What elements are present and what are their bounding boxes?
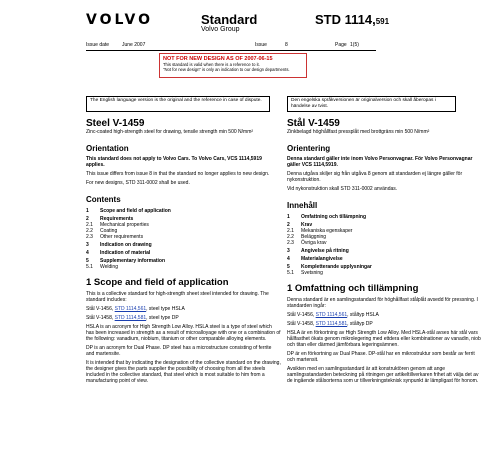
sv-scope-heading: 1 Omfattning och tillämpning [287,283,419,294]
standard-number [315,12,389,27]
toc-item-number: 5.1 [86,264,93,270]
toc-item [287,248,482,254]
toc-item-number: 2.2 [86,228,93,234]
en-orientation-p1: This issue differs from issue 8 in that the standard no longer applies to new design. [86,171,270,177]
toc-item-number: 4 [287,256,290,262]
sv-hsla-paragraph: HSLA är en förkortning av High Strength Low Alloy. Med HSLA-stål avses här stål vars hållfasthet ökats genom mikrolegering med ettdera eller kombinationer av vanadin, niob och titan eller därmed jämförbara legeringsämnen. [287,330,481,348]
sv-title: Stål V-1459 [287,118,340,129]
english-column [86,118,281,384]
toc-item-number: 2.3 [86,234,93,240]
toc-item-number: 4 [86,250,89,256]
toc-item-label: Mekaniska egenskaper [301,228,353,234]
toc-item-number: 3 [86,242,89,248]
toc-item-label: Svetsning [301,270,323,276]
en-scope-heading: 1 Scope and field of application [86,277,229,288]
sv-subtitle: Zinkbelagd höghållfast pressplåt med brottgräns min 500 N/mm² [287,129,430,135]
page-label: Page [335,42,347,48]
swedish-column [287,118,482,384]
en-subtitle: Zinc-coated high-strength steel for drawing, tensile strength min 500 N/mm² [86,129,254,135]
en-contents-heading: Contents [86,195,121,204]
toc-item-number: 5.1 [287,270,294,276]
issue-date: June 2007 [122,42,146,48]
en-steel-b-suffix: , steel type DP [146,315,179,321]
toc-item-label: Materialangivelse [301,256,343,262]
sv-steel-a-suffix: , ståltyp HSLA [347,312,379,318]
sv-steel-b-suffix: , ståltyp DP [347,321,373,327]
toc-item-number: 2 [86,216,89,222]
sv-steel-a [287,312,482,318]
notice-line-1: This standard is valid when there is a reference to it. [163,62,260,67]
standard-title: Standard [201,12,258,27]
sv-contents-heading: Innehåll [287,201,318,210]
toc-item-label: Welding [100,264,118,270]
sv-scope-p1: Denna standard är en samlingsstandard för höghållfast stålplåt avsedd för pressning. I standarden ingår: [287,297,478,309]
toc-item [287,270,482,276]
en-steel-b-prefix: Stål V-1458, [86,315,114,321]
toc-item [287,214,482,220]
sv-steel-b-link[interactable]: STD 1114,581 [315,321,348,327]
en-steel-b-link[interactable]: STD 1114,581 [114,315,147,321]
toc-item-number: 2.3 [287,240,294,246]
issue-label: Issue [255,42,267,48]
page-number: 1(5) [350,42,359,48]
toc-item [86,250,281,256]
sv-steel-a-prefix: Stål V-1456, [287,312,315,318]
en-steel-a-suffix: , steel type HSLA [146,306,185,312]
issue-date-label: Issue date [86,42,110,48]
toc-item [86,234,281,240]
standard-subtitle: Volvo Group [201,26,240,33]
toc-item-label: Beläggning [301,234,327,240]
toc-item-number: 2.1 [86,222,93,228]
sv-dp-paragraph: DP är en förkortning av Dual Phase. DP-stål har en mikrostruktur som består av ferrit och martensit. [287,351,475,363]
sv-steel-b-prefix: Stål V-1458, [287,321,315,327]
en-steel-a [86,306,281,312]
volvo-logo: VOLVO [86,12,153,28]
sv-steel-b [287,321,482,327]
toc-item-label: Requirements [100,216,134,222]
notice-line-2: "Not for new design" is only an indication to our design departments. [163,67,290,72]
toc-item-label: Indication on drawing [100,242,152,248]
en-orientation-heading: Orientation [86,144,129,153]
sv-orientation-p2: Vid nykonstruktion skall STD 311-0002 användas. [287,186,398,192]
toc-item-number: 2.2 [287,234,294,240]
toc-item-number: 3 [287,248,290,254]
sv-orientation-p1: Denna utgåva skiljer sig från utgåva 8 genom att standarden ej längre gäller för nykonstruktion. [287,171,463,183]
sv-orientation-bold: Denna standard gäller inte inom Volvo Personvagnar. För Volvo Personvagnar gäller VCS 1114,5919. [287,156,473,168]
en-steel-a-link[interactable]: STD 1114,561 [114,306,147,312]
toc-item [287,240,482,246]
toc-item [287,256,482,262]
toc-item-number: 2 [287,222,290,228]
toc-item-number: 5 [86,258,89,264]
language-note-en: The English language version is the original and the reference in case of dispute. [86,96,270,112]
toc-item [86,242,281,248]
standard-number-suffix: 591 [375,17,390,26]
toc-item-label: Other requirements [100,234,144,240]
standard-number-main: STD 1114, [315,12,376,27]
sv-orientation-heading: Orientering [287,144,331,153]
toc-item-label: Angivelse på ritning [301,248,349,254]
toc-item [86,264,281,270]
toc-item-label: Indication of material [100,250,151,256]
en-orientation-p2: For new designs, STD 311-0002 shall be used. [86,180,190,186]
toc-item-label: Scope and field of application [100,208,171,214]
issue-number: 8 [285,42,288,48]
toc-item-label: Mechanical properties [100,222,149,228]
toc-item-label: Omfattning och tillämpning [301,214,366,220]
en-toc [86,208,281,270]
en-steel-a-prefix: Stål V-1456, [86,306,114,312]
sv-steel-a-link[interactable]: STD 1114,561 [315,312,348,318]
toc-item-number: 1 [86,208,89,214]
sv-toc [287,214,482,276]
header-divider [86,50,376,51]
en-scope-p1: This is a collective standard for high-strength sheet steel intended for drawing. The standard includes: [86,291,269,303]
not-for-new-design-notice [159,53,307,78]
en-intent-paragraph: It is intended that by indicating the designation of the collective standard on the drawing, the designer gives the parts supplier the possibility of choosing from all the steels included in the collective standard, that steel which is most suitable to him from a manufacturing point of view. [86,360,281,384]
sv-intent-paragraph: Avsikten med en samlingsstandard är att konstruktören genom att ange samlingsstandarden beteckning på ritningen ger artikeltillverkaren frihet att välja det av de ingående stålsorterna som ur tillverkningsteknisk synpunkt är lämpligast för honom. [287,366,479,384]
toc-item [86,208,281,214]
toc-item-number: 2.1 [287,228,294,234]
language-note-sv: Den engelska språkversionen är originalversion och skall åberopas i händelse av tvist. [287,96,456,112]
toc-item-label: Krav [301,222,313,228]
toc-item-number: 5 [287,264,290,270]
notice-title: NOT FOR NEW DESIGN AS OF 2007-06-15 [163,56,273,62]
toc-item-label: Supplementary information [100,258,166,264]
toc-item-number: 1 [287,214,290,220]
toc-item-label: Coating [100,228,118,234]
en-title: Steel V-1459 [86,118,145,129]
en-hsla-paragraph: HSLA is an acronym for High Strength Low Alloy. HSLA steel is a type of steel which has been increased in strength as a result of microalloyage with one or a combination of the following: vanadium, niobium, titanium or other comparable alloying elements. [86,324,281,342]
en-steel-b [86,315,281,321]
en-dp-paragraph: DP is an acronym for Dual Phase. DP steel has a microstructure consisting of ferrite and martensite. [86,345,272,357]
en-orientation-bold: This standard does not apply to Volvo Cars. To Volvo Cars, VCS 1114,5919 applies. [86,156,262,168]
toc-item-label: Övriga krav [301,240,327,246]
toc-item-label: Kompletterande upplysningar [301,264,372,270]
